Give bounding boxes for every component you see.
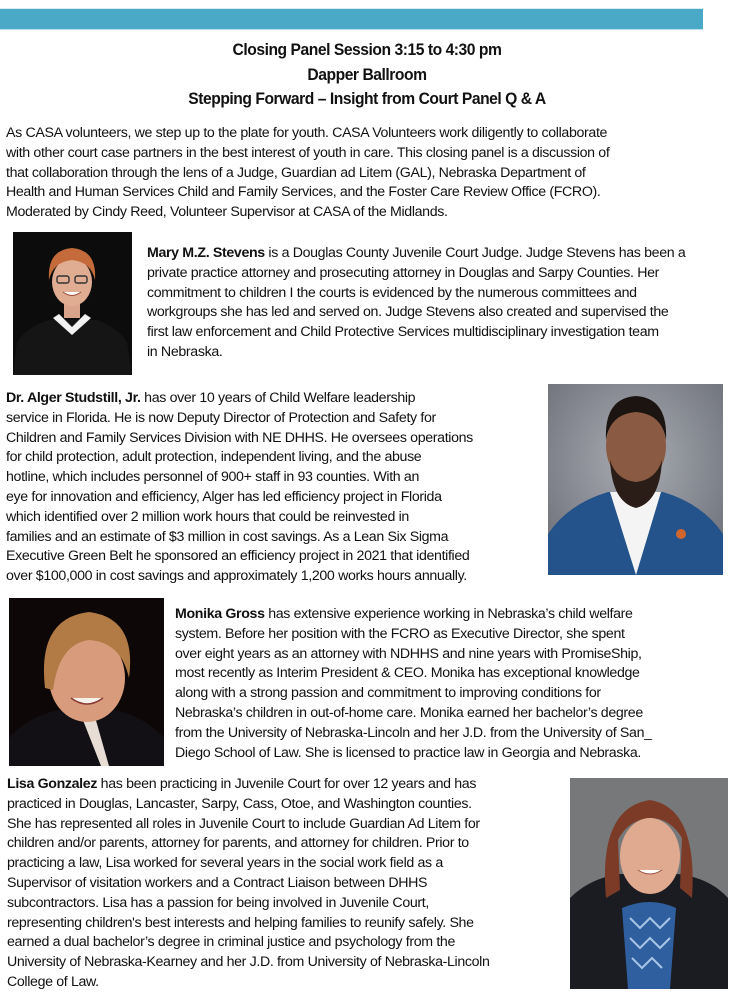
portrait-icon — [13, 232, 132, 375]
session-topic: Stepping Forward – Insight from Court Panel Q & A — [188, 89, 546, 108]
panelist-photo-gonzalez — [570, 778, 728, 989]
bio-line: over eight years as an attorney with NDHHS and nine years with PromiseShip, — [175, 645, 642, 662]
bio-line: eye for innovation and efficiency, Alger has led efficiency project in Florida — [6, 488, 442, 505]
panelist-photo-gross — [9, 598, 164, 766]
bio-line: earned a dual bachelor’s degree in criminal justice and psychology from the — [7, 934, 455, 951]
bio-line: practiced in Douglas, Lancaster, Sarpy, Cass, Otoe, and Washington counties. — [7, 795, 472, 812]
bio-line: service in Florida. He is now Deputy Director of Protection and Safety for — [6, 409, 436, 426]
bio-line: Dr. Alger Studstill, Jr. has over 10 years of Child Welfare leadership — [6, 390, 416, 406]
portrait-icon — [548, 384, 723, 575]
panelist-name: Mary M.Z. Stevens — [147, 245, 265, 261]
bio-line: Monika Gross has extensive experience working in Nebraska’s child welfare — [175, 606, 633, 622]
bio-line: subcontractors. Lisa has a passion for being involved in Juvenile Court, — [7, 894, 429, 911]
panelist-name: Monika Gross — [175, 606, 265, 622]
panelist-name: Lisa Gonzalez — [7, 776, 98, 792]
intro-line: with other court case partners in the best interest of youth in care. This closing panel is a discussion of — [6, 144, 610, 161]
intro-line: Health and Human Services Child and Family Services, and the Foster Care Review Office (FCRO). — [6, 184, 601, 201]
bio-line: first law enforcement and Child Protective Services multidisciplinary investigation team — [147, 324, 659, 341]
bio-line: system. Before her position with the FCRO as Executive Director, she spent — [175, 625, 625, 642]
bio-line: in Nebraska. — [147, 343, 223, 360]
bio-line: practicing a law, Lisa worked for several years in the social work field as a — [7, 855, 443, 872]
bio-line: College of Law. — [7, 973, 99, 990]
bio-line: private practice attorney and prosecuting attorney in Douglas and Sarpy Counties. Her — [147, 264, 660, 281]
header-banner — [0, 8, 703, 30]
bio-line: Diego School of Law. She is licensed to practice law in Georgia and Nebraska. — [175, 744, 641, 761]
intro-line: Moderated by Cindy Reed, Volunteer Supervisor at CASA of the Midlands. — [6, 204, 448, 221]
bio-line: Supervisor of visitation workers and a Contract Liaison between DHHS — [7, 874, 428, 891]
bio-line: from the University of Nebraska-Lincoln and her J.D. from the University of San_ — [175, 724, 652, 741]
portrait-icon — [570, 778, 728, 989]
bio-line: along with a strong passion and commitment to improving conditions for — [175, 685, 601, 702]
bio-line: most recently as Interim President & CEO. Monika has exceptional knowledge — [175, 665, 640, 682]
bio-line: Nebraska’s children in out-of-home care. Monika earned her bachelor’s degree — [175, 704, 643, 721]
bio-line: for child protection, adult protection, independent living, and the abuse — [6, 449, 422, 466]
bio-line: workgroups she has led and served on. Judge Stevens also created and supervised the — [147, 304, 669, 321]
panelist-name: Dr. Alger Studstill, Jr. — [6, 390, 141, 406]
bio-line: Lisa Gonzalez has been practicing in Juvenile Court for over 12 years and has — [7, 776, 477, 792]
panelist-bio-gross — [175, 605, 652, 763]
panelist-bio-gonzalez — [7, 775, 490, 993]
portrait-icon — [9, 598, 164, 766]
intro-line: As CASA volunteers, we step up to the plate for youth. CASA Volunteers work diligently to collaborate — [6, 125, 608, 141]
bio-line: which identified over 2 million work hours that could be reinvested in — [6, 508, 409, 525]
bio-line: children and/or parents, attorney for parents, and attorney for children. Prior to — [7, 835, 469, 852]
intro-line: that collaboration through the lens of a Judge, Guardian ad Litem (GAL), Nebraska Department of — [6, 164, 586, 181]
bio-line: Mary M.Z. Stevens is a Douglas County Juvenile Court Judge. Judge Stevens has been a — [147, 245, 686, 261]
bio-line: commitment to children I the courts is evidenced by the numerous committees and — [147, 284, 637, 301]
panelist-bio-studstill — [6, 389, 473, 587]
panelist-bio-stevens — [147, 244, 685, 363]
bio-line: families and an estimate of $3 million in cost savings. As a Lean Six Sigma — [6, 528, 449, 545]
bio-line: Children and Family Services Division with NE DHHS. He oversees operations — [6, 429, 473, 446]
bio-line: Executive Green Belt he sponsored an efficiency project in 2021 that identified — [6, 548, 470, 565]
bio-line: hotline, which includes personnel of 900+ staff in 93 counties. With an — [6, 469, 420, 486]
panelist-photo-studstill — [548, 384, 723, 575]
bio-line: over $100,000 in cost savings and approximately 1,200 works hours annually. — [6, 568, 467, 585]
session-title-block — [0, 38, 734, 112]
panelist-photo-stevens — [13, 232, 132, 375]
session-time-title: Closing Panel Session 3:15 to 4:30 pm — [232, 40, 502, 59]
bio-line: She has represented all roles in Juvenile Court to include Guardian Ad Litem for — [7, 815, 480, 832]
bio-line: University of Nebraska-Kearney and her J.D. from University of Nebraska-Lincoln — [7, 954, 490, 971]
intro-paragraph — [6, 124, 609, 223]
bio-line: representing children's best interests and helping families to reunify safely. She — [7, 914, 474, 931]
session-location: Dapper Ballroom — [307, 64, 427, 84]
